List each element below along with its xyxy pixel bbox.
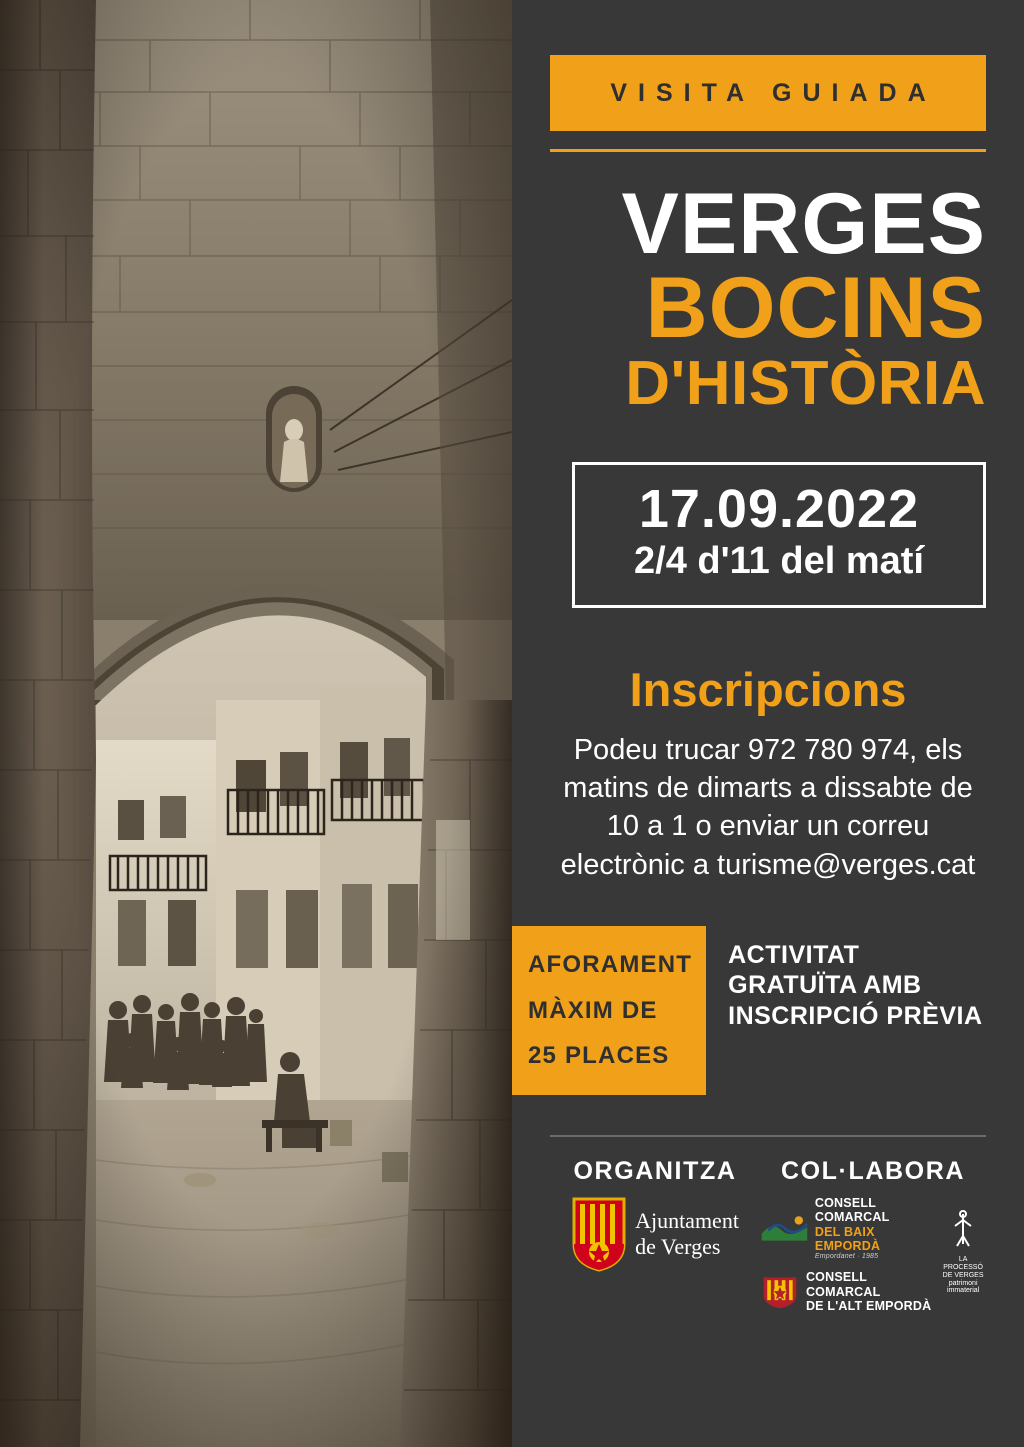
cc-baix-line-1: CONSELL COMARCAL [814, 1195, 890, 1225]
organitza-column [550, 1157, 760, 1272]
registration-body: Podeu trucar 972 780 974, els matins de dimarts a dissabte de 10 a 1 o enviar un correu electrònic a turisme@verges.cat [560, 733, 976, 881]
collaborator-logos [760, 1196, 986, 1324]
capacity-line-2: MÀXIM DE [528, 996, 658, 1024]
event-date: 17.09.2022 [638, 478, 920, 539]
consell-comarcal-stack [760, 1196, 932, 1324]
cc-alt-text [806, 1270, 932, 1313]
cc-baix-emporda-logo [760, 1196, 932, 1261]
ajuntament-wordmark [635, 1208, 739, 1259]
kicker-band [550, 55, 986, 131]
baix-emporda-landscape-icon [760, 1211, 809, 1245]
title-line-3: D'HISTÒRIA [625, 348, 986, 418]
kicker-rule [550, 149, 986, 152]
processo-line-1: LA PROCESSÓ [943, 1256, 983, 1272]
event-time: 2/4 d'11 del matí [634, 540, 924, 583]
cc-alt-emporda-logo [760, 1270, 932, 1313]
processo-skeleton-icon [948, 1210, 978, 1254]
cc-baix-line-2: DEL BAIX EMPORDÀ [814, 1224, 881, 1253]
collabora-column [760, 1157, 986, 1324]
ajuntament-line-1: Ajuntament [635, 1208, 739, 1234]
title-line-1: VERGES [621, 176, 986, 272]
kicker-text: VISITA GUIADA [610, 78, 937, 107]
capacity-badge [512, 926, 706, 1095]
cc-baix-text [815, 1196, 932, 1261]
free-activity-note: ACTIVITAT GRATUÏTA AMB INSCRIPCIÓ PRÈVIA [728, 940, 983, 1030]
ajuntament-line-2: de Verges [635, 1233, 721, 1259]
cc-alt-line-1: CONSELL COMARCAL [805, 1270, 881, 1299]
date-box [572, 462, 986, 608]
content-panel [512, 0, 1024, 1447]
collabora-label: COL·LABORA [780, 1156, 966, 1185]
cc-alt-line-2: DE L'ALT EMPORDÀ [805, 1299, 932, 1313]
cc-baix-sub: Empordanet · 1985 [814, 1253, 879, 1261]
verges-coat-of-arms-icon [571, 1196, 627, 1272]
processo-line-2: DE VERGES [942, 1271, 984, 1279]
capacity-row [528, 926, 986, 1095]
processo-de-verges-logo [940, 1196, 986, 1295]
title-line-2: BOCINS [645, 260, 986, 357]
footer-divider [550, 1135, 986, 1137]
credits [550, 1157, 986, 1324]
processo-line-3: patrimoni immaterial [946, 1279, 980, 1295]
ajuntament-logo [550, 1196, 760, 1272]
registration-heading: Inscripcions [629, 662, 907, 716]
title-block [550, 176, 986, 418]
organitza-label: ORGANITZA [573, 1156, 737, 1185]
capacity-line-1: AFORAMENT [528, 950, 693, 978]
capacity-line-3: 25 PLACES [528, 1042, 670, 1070]
alt-emporda-shield-icon [760, 1272, 800, 1312]
